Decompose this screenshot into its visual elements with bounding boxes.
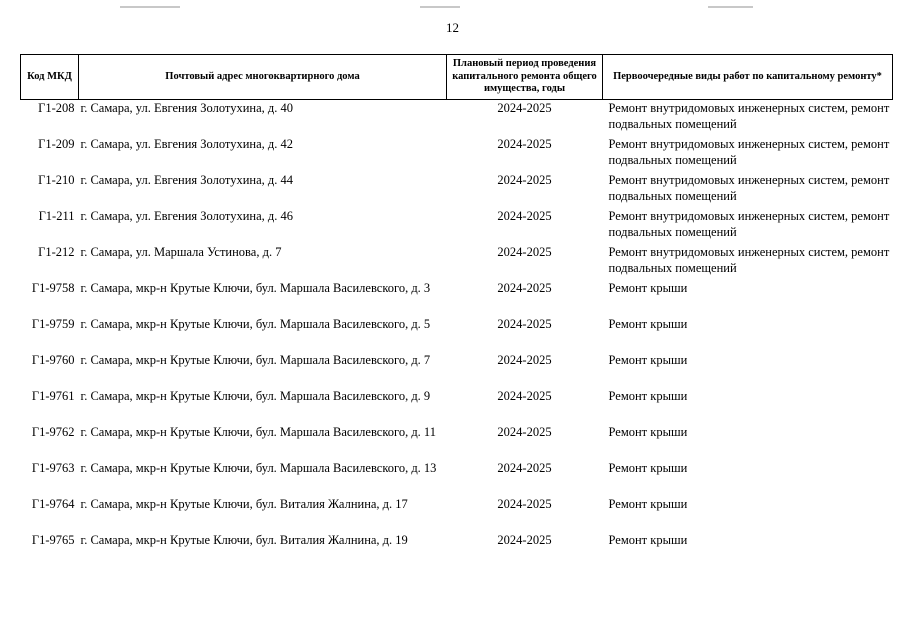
header-address: Почтовый адрес многоквартирного дома	[79, 55, 447, 100]
cell-address: г. Самара, мкр-н Крутые Ключи, бул. Маршала Василевского, д. 3	[80, 281, 431, 295]
table-row	[21, 352, 893, 388]
cell-period: 2024-2025	[497, 425, 552, 439]
cell-code: Г1-209	[38, 137, 75, 151]
page-number: 12	[446, 20, 459, 35]
cell-period: 2024-2025	[497, 209, 552, 223]
table-row	[21, 424, 893, 460]
cell-address: г. Самара, ул. Евгения Золотухина, д. 40	[80, 101, 294, 115]
cell-period: 2024-2025	[497, 137, 552, 151]
cell-works: Ремонт крыши	[608, 353, 688, 367]
cell-address: г. Самара, ул. Евгения Золотухина, д. 46	[80, 209, 294, 223]
cell-address: г. Самара, мкр-н Крутые Ключи, бул. Маршала Василевского, д. 7	[80, 353, 431, 367]
cell-works: Ремонт внутридомовых инженерных систем, ремонт подвальных помещений	[608, 173, 890, 203]
cell-address: г. Самара, ул. Маршала Устинова, д. 7	[80, 245, 282, 259]
cell-address: г. Самара, ул. Евгения Золотухина, д. 42	[80, 137, 294, 151]
table-body	[21, 100, 893, 569]
cell-works: Ремонт внутридомовых инженерных систем, ремонт подвальных помещений	[608, 137, 890, 167]
cell-code: Г1-9764	[31, 497, 75, 511]
table-row	[21, 136, 893, 172]
cell-address: г. Самара, мкр-н Крутые Ключи, бул. Маршала Василевского, д. 5	[80, 317, 431, 331]
cell-period: 2024-2025	[497, 533, 552, 547]
scan-artifact	[120, 6, 180, 8]
table-row	[21, 496, 893, 532]
cell-works: Ремонт крыши	[608, 461, 688, 475]
cell-works: Ремонт крыши	[608, 497, 688, 511]
cell-period: 2024-2025	[497, 281, 552, 295]
cell-period: 2024-2025	[497, 245, 552, 259]
cell-code: Г1-9758	[31, 281, 75, 295]
cell-code: Г1-210	[38, 173, 75, 187]
cell-works: Ремонт внутридомовых инженерных систем, ремонт подвальных помещений	[608, 209, 890, 239]
cell-period: 2024-2025	[497, 353, 552, 367]
table-row	[21, 208, 893, 244]
cell-code: Г1-9759	[31, 317, 75, 331]
cell-address: г. Самара, мкр-н Крутые Ключи, бул. Маршала Василевского, д. 11	[80, 425, 436, 439]
cell-code: Г1-211	[38, 209, 75, 223]
cell-works: Ремонт внутридомовых инженерных систем, ремонт подвальных помещений	[608, 245, 890, 275]
table-row	[21, 172, 893, 208]
table-row	[21, 280, 893, 316]
repair-schedule-table	[20, 54, 893, 568]
cell-address: г. Самара, мкр-н Крутые Ключи, бул. Виталия Жалнина, д. 19	[80, 533, 408, 547]
cell-works: Ремонт крыши	[608, 389, 688, 403]
cell-works: Ремонт внутридомовых инженерных систем, ремонт подвальных помещений	[608, 101, 890, 131]
header-period: Плановый период проведения капитального ремонта общего имущества, годы	[447, 55, 603, 100]
cell-period: 2024-2025	[497, 317, 552, 331]
header-code: Код МКД	[21, 55, 79, 100]
cell-works: Ремонт крыши	[608, 425, 688, 439]
cell-address: г. Самара, мкр-н Крутые Ключи, бул. Виталия Жалнина, д. 17	[80, 497, 408, 511]
table-row	[21, 388, 893, 424]
cell-period: 2024-2025	[497, 101, 552, 115]
cell-period: 2024-2025	[497, 497, 552, 511]
cell-period: 2024-2025	[497, 173, 552, 187]
header-works: Первоочередные виды работ по капитальному ремонту*	[603, 55, 893, 100]
table-row	[21, 316, 893, 352]
cell-period: 2024-2025	[497, 461, 552, 475]
table-header	[21, 55, 893, 100]
cell-address: г. Самара, мкр-н Крутые Ключи, бул. Маршала Василевского, д. 9	[80, 389, 431, 403]
cell-code: Г1-9762	[31, 425, 75, 439]
cell-period: 2024-2025	[497, 389, 552, 403]
cell-address: г. Самара, мкр-н Крутые Ключи, бул. Маршала Василевского, д. 13	[80, 461, 437, 475]
table-row	[21, 100, 893, 137]
cell-works: Ремонт крыши	[608, 533, 688, 547]
cell-code: Г1-9760	[31, 353, 75, 367]
table-row	[21, 460, 893, 496]
cell-works: Ремонт крыши	[608, 281, 688, 295]
scan-artifact	[420, 6, 460, 8]
table-row	[21, 244, 893, 280]
cell-address: г. Самара, ул. Евгения Золотухина, д. 44	[80, 173, 294, 187]
cell-code: Г1-9761	[31, 389, 75, 403]
scan-artifact	[708, 6, 753, 8]
cell-code: Г1-9763	[31, 461, 75, 475]
table-row	[21, 532, 893, 568]
cell-works: Ремонт крыши	[608, 317, 688, 331]
cell-code: Г1-208	[38, 101, 75, 115]
cell-code: Г1-212	[38, 245, 75, 259]
cell-code: Г1-9765	[31, 533, 75, 547]
